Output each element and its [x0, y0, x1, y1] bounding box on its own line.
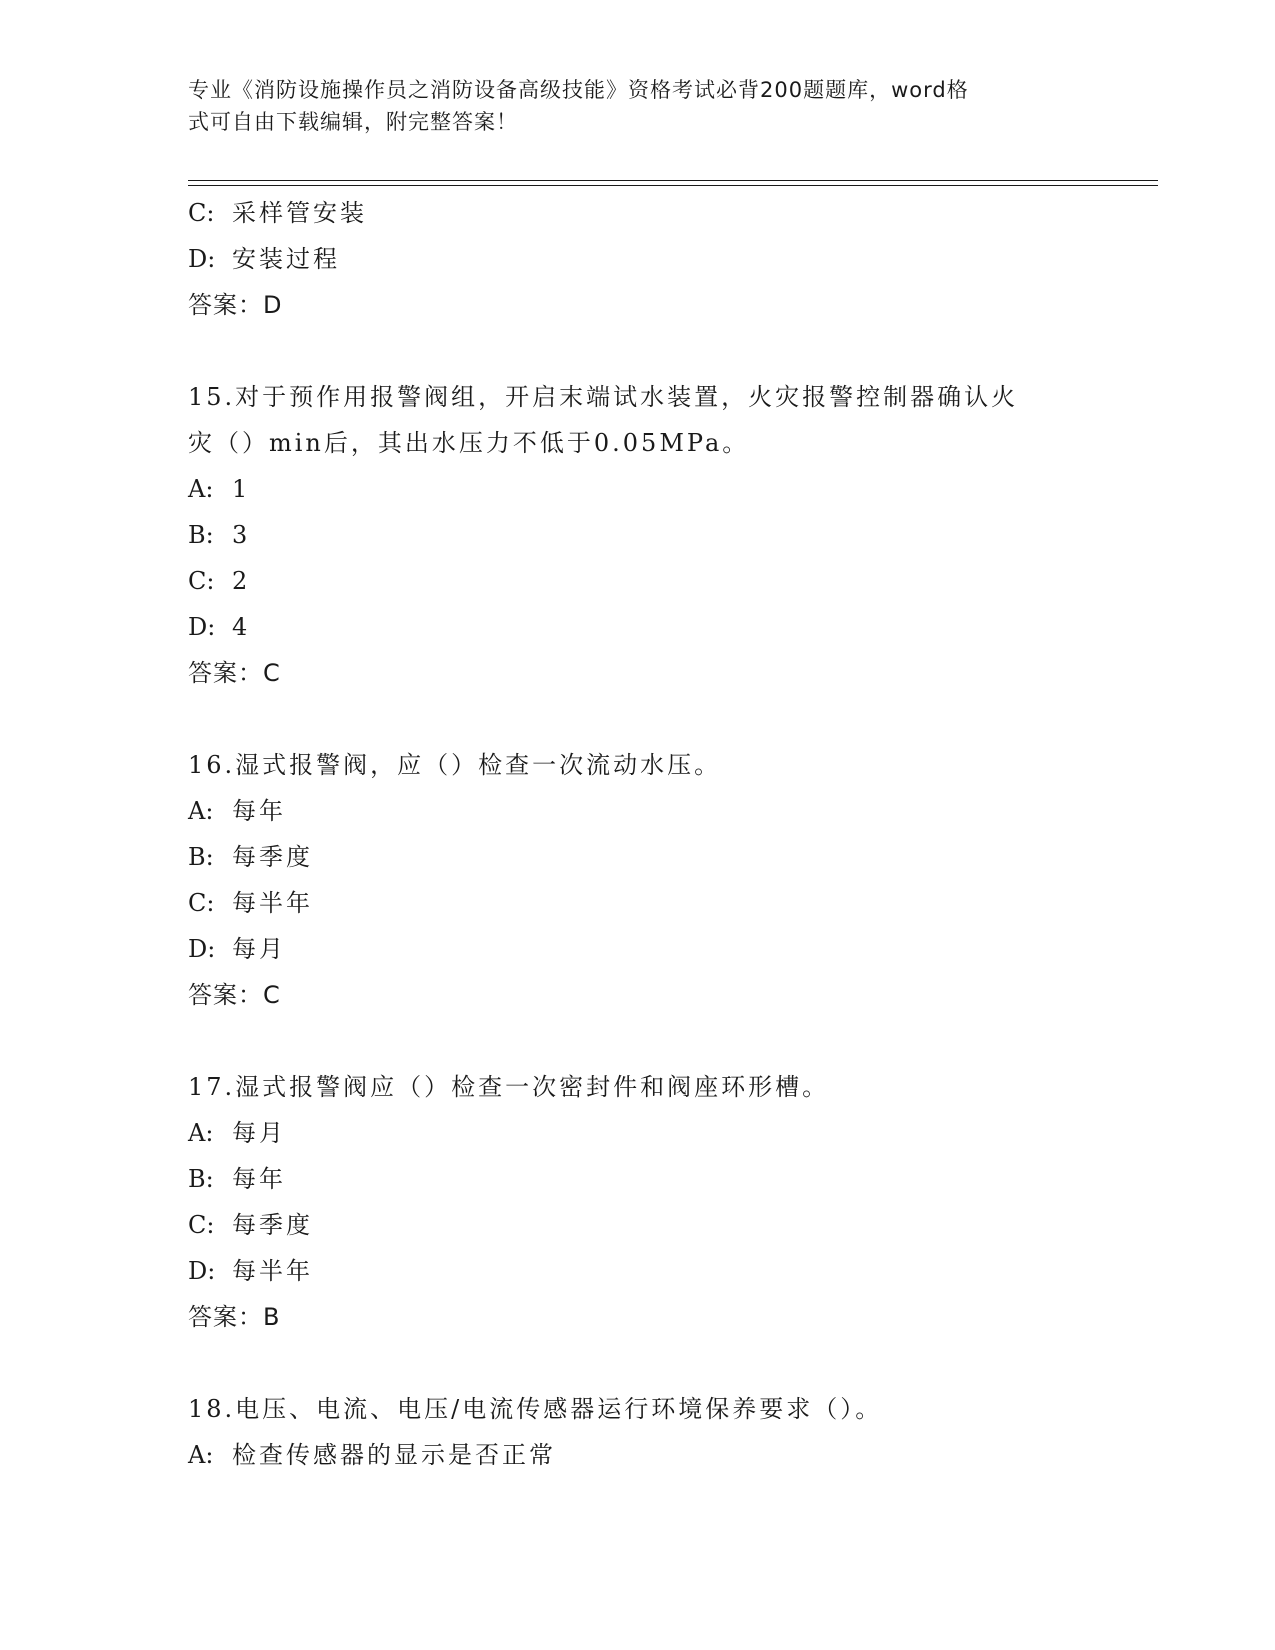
option-d: D: 安装过程: [188, 245, 340, 273]
option-b: B: 3: [188, 521, 251, 549]
answer-line: 答案：C: [188, 659, 281, 687]
answer-line: 答案：C: [188, 981, 281, 1009]
question-16: [188, 742, 1088, 1018]
header-line-2: 式可自由下载编辑，附完整答案！: [188, 110, 518, 134]
option-d: D: 每半年: [188, 1257, 313, 1285]
option-b: B: 每季度: [188, 843, 313, 871]
option-d: D: 每月: [188, 935, 286, 963]
question-stem-line: 18.电压、电流、电压/电流传感器运行环境保养要求（）。: [188, 1395, 883, 1423]
question-stem-line: 灾（）min后，其出水压力不低于0.05MPa。: [188, 429, 750, 457]
option-a: A: 每月: [188, 1119, 286, 1147]
option-b: B: 每年: [188, 1165, 286, 1193]
question-18: [188, 1386, 1088, 1478]
question-stem-line: 17.湿式报警阀应（）检查一次密封件和阀座环形槽。: [188, 1073, 830, 1101]
question-content: [188, 190, 1088, 1478]
option-d: D: 4: [188, 613, 251, 641]
question-stem-line: 15.对于预作用报警阀组，开启末端试水装置，火灾报警控制器确认火: [188, 383, 1019, 411]
header-divider-top: [188, 180, 1158, 181]
answer-line: 答案：B: [188, 1303, 281, 1331]
option-c: C: 2: [188, 567, 251, 595]
option-a: A: 检查传感器的显示是否正常: [188, 1441, 556, 1469]
answer-line: 答案：D: [188, 291, 283, 319]
header-line-1: 专业《消防设施操作员之消防设备高级技能》资格考试必背200题题库，word格: [188, 78, 969, 102]
option-a: A: 每年: [188, 797, 286, 825]
option-c: C: 每季度: [188, 1211, 313, 1239]
document-header: [188, 74, 1068, 138]
option-c: C: 每半年: [188, 889, 313, 917]
question-15: [188, 374, 1088, 696]
question-17: [188, 1064, 1088, 1340]
option-c: C: 采样管安装: [188, 199, 367, 227]
header-divider-bottom: [188, 185, 1158, 186]
option-a: A: 1: [188, 475, 251, 503]
previous-question-tail: [188, 190, 1088, 328]
question-stem-line: 16.湿式报警阀，应（）检查一次流动水压。: [188, 751, 722, 779]
